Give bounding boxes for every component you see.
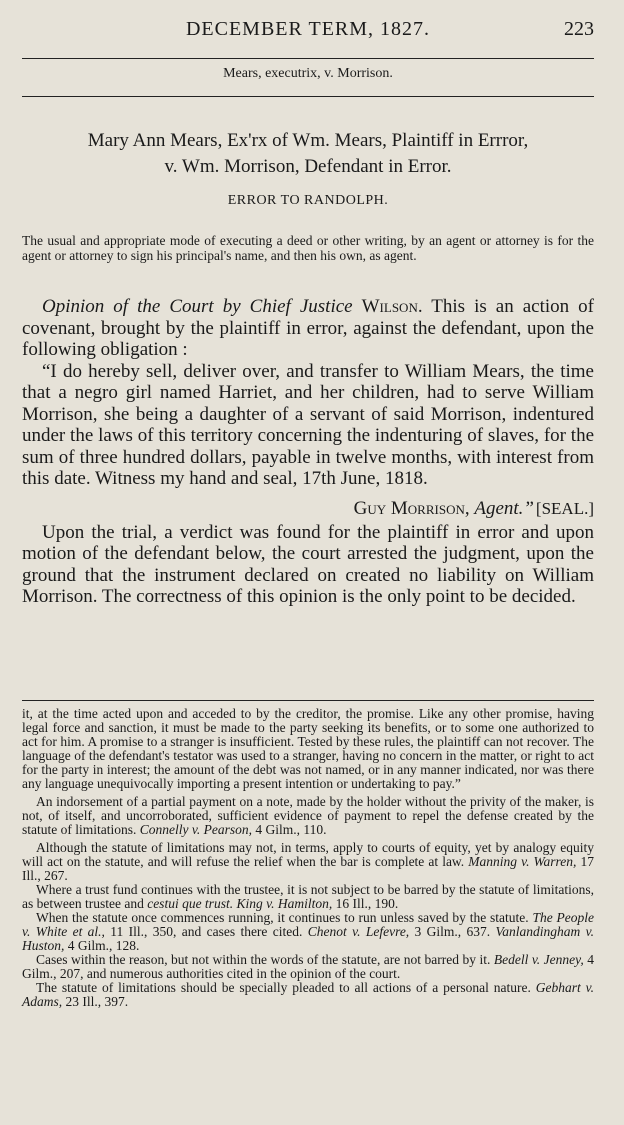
footnote-1: it, at the time acted upon and acceded to by the creditor, the promise. Like any other promise, having legal force and sanction, it must be made to the party seeking its benefits, or to some one authorized to act for him. A promise to a stranger is insufficient. Tested by these rules, the plaintiff can not recover. The language of the defendant's testator was used to a stranger, having no concern in the matter, or right to act for the party in interest; the amount of the debt was not named, or in any manner indicated, nor was there any language unequivocally importing a present intention or undertaking to pay.”	[22, 706, 594, 791]
footnote-2	[22, 795, 594, 837]
error-to: ERROR TO RANDOLPH.	[227, 193, 389, 208]
footnote-text: Bedell v. Jenney,	[493, 952, 584, 967]
footnote-text: 23 Ill., 397.	[65, 994, 129, 1009]
footnote-text: Chenot v. Lefevre,	[307, 924, 410, 939]
footnote-rule	[22, 700, 594, 701]
footnote-text: 17 Ill., 267.	[22, 854, 594, 883]
opinion-paragraph-1	[22, 296, 594, 361]
footnote-text: cestui que trust.	[147, 896, 234, 911]
footnote-4	[22, 883, 594, 911]
footnote-text: 4 Gilm., 207, and numerous authorities cited in the opinion of the court.	[22, 952, 595, 981]
signature-name: Guy Morrison,	[353, 497, 470, 519]
footnote-text: Manning v. Warren,	[468, 854, 577, 869]
footnote-text: 3 Gilm., 637.	[414, 924, 491, 939]
footnotes	[22, 707, 594, 1009]
footnote-text: The People v. White et al.,	[22, 910, 595, 939]
footnote-5	[22, 911, 594, 953]
footnote-text: 4 Gilm., 110.	[255, 822, 327, 837]
opinion-paragraph-1-text: This is an action of covenant, brought by the plaintiff in error, against the defendant, upon the following obligation :	[22, 296, 595, 360]
footnote-text: When the statute once commences running, it continues to run unless saved by the statute.	[36, 910, 529, 925]
footnote-text: 11 Ill., 350, and cases there cited.	[110, 924, 303, 939]
footnote-text: Where a trust fund continues with the trustee, it is not subject to be barred by the statute of limitations, as between trustee and	[22, 882, 594, 911]
case-title-line-2: v. Wm. Morrison, Defendant in Error.	[164, 156, 452, 177]
opinion-intro: Opinion of the Court by Chief Justice	[42, 296, 353, 317]
footnote-text: 4 Gilm., 128.	[67, 938, 140, 953]
page-number: 223	[564, 18, 594, 40]
seal: [SEAL.]	[535, 498, 594, 518]
footnote-7	[22, 981, 594, 1009]
case-subhead: Mears, executrix, v. Morrison.	[223, 66, 393, 81]
subhead-rule	[22, 96, 594, 97]
footnote-text: King v. Hamilton,	[236, 896, 333, 911]
footnote-text: 16 Ill., 190.	[335, 896, 399, 911]
justice-name: Wilson.	[361, 296, 423, 317]
footnote-3	[22, 841, 594, 883]
signature-role: Agent.”	[474, 497, 534, 519]
footnote-text: Gebhart v. Adams,	[22, 980, 594, 1009]
footnote-text: Although the statute of limitations may not, in terms, apply to courts of equity, yet by analogy equity will act on the statute, and will refuse the relief when the bar is complete at law.	[22, 840, 594, 869]
opinion-paragraph-2: Upon the trial, a verdict was found for the plaintiff in error and upon motion of the defendant below, the court arrested the judgment, upon the ground that the instrument declared on created no liability on William Morrison. The correctness of this opinion is the only point to be decided.	[22, 521, 594, 607]
headnote: The usual and appropriate mode of executing a deed or other writing, by an agent or attorney is for the agent or attorney to sign his principal's name, and then his own, as agent.	[22, 233, 594, 263]
header-rule	[22, 58, 594, 59]
footnote-text: Connelly v. Pearson,	[139, 822, 252, 837]
footnote-text: Vanlandingham v. Huston,	[22, 924, 594, 953]
footnote-text: The statute of limitations should be specially pleaded to all actions of a personal nature.	[36, 980, 531, 995]
signature	[354, 498, 534, 520]
footnote-text: Cases within the reason, but not within the words of the statute, are not barred by it.	[36, 952, 491, 967]
opinion	[22, 296, 594, 608]
case-title	[22, 128, 594, 180]
case-title-line-1: Mary Ann Mears, Ex'rx of Wm. Mears, Plaintiff in Errror,	[87, 130, 529, 151]
footnote-text: An indorsement of a partial payment on a note, made by the holder without the privity of the maker, is not, of itself, and uncorroborated, sufficient evidence of payment to repel the defense created by the statute of limitations.	[22, 794, 594, 837]
running-head	[22, 18, 594, 44]
obligation-quote: “I do hereby sell, deliver over, and transfer to William Mears, the time that a negro girl named Harriet, and her children, had to serve William Morrison, she being a daughter of a servant of said Morrison, indentured under the laws of this territory concerning the indenturing of slaves, for the sum of three hundred dollars, payable in twelve months, with interest from this date. Witness my hand and seal, 17th June, 1818.	[22, 360, 594, 489]
signature-line	[22, 496, 594, 522]
footnote-6	[22, 953, 594, 981]
running-title: DECEMBER TERM, 1827.	[185, 18, 431, 40]
